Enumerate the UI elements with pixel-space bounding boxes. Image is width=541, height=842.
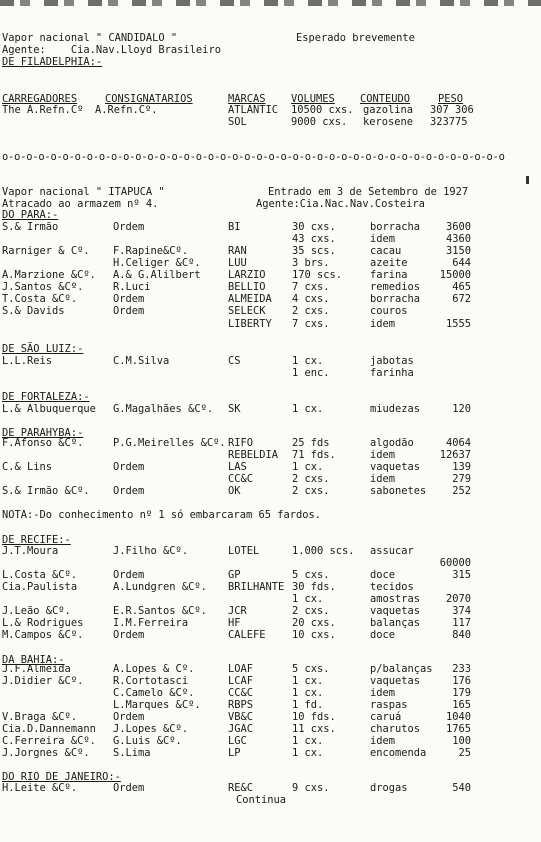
- table-cell: 9 cxs.: [292, 782, 330, 794]
- table-cell: CC&C: [228, 473, 254, 485]
- table-cell: 7 cxs.: [292, 281, 330, 293]
- table-cell: 672: [452, 293, 471, 305]
- expected-note: Esperado brevemente: [296, 32, 415, 44]
- table-cell: 179: [452, 687, 471, 699]
- table-cell: 11 cxs.: [292, 723, 336, 735]
- table-cell: 60000: [439, 557, 471, 569]
- table-cell: V.Braga &Cº.: [2, 711, 78, 723]
- column-header: CARREGADORES: [2, 93, 78, 105]
- table-cell: 1 cx.: [292, 593, 324, 605]
- table-cell: REBELDIA: [228, 449, 279, 461]
- table-cell: 25 fds: [292, 437, 330, 449]
- table-cell: SK: [228, 403, 241, 415]
- table-cell: 5 cxs.: [292, 569, 330, 581]
- table-cell: 252: [452, 485, 471, 497]
- table-cell: 1040: [445, 711, 471, 723]
- table-cell: JCR: [228, 605, 247, 617]
- table-cell: R.Cortotasci: [113, 675, 189, 687]
- table-cell: 120: [452, 403, 471, 415]
- section-heading: DO PARA:-: [2, 209, 59, 221]
- ship-title: Vapor nacional " CANDIDALO ": [2, 32, 178, 44]
- table-cell: vaquetas: [370, 461, 421, 473]
- dock-line: Atracado ao armazem nº 4.: [2, 198, 159, 210]
- table-cell: ATLANTIC: [228, 104, 279, 116]
- table-cell: 7 cxs.: [292, 318, 330, 330]
- table-cell: Ordem: [113, 711, 145, 723]
- table-cell: RE&C: [228, 782, 254, 794]
- table-cell: 2 cxs.: [292, 605, 330, 617]
- column-header: CONSIGNATARIOS: [105, 93, 193, 105]
- table-cell: idem: [370, 233, 396, 245]
- table-cell: ALMEIDA: [228, 293, 272, 305]
- table-cell: doce: [370, 629, 396, 641]
- table-cell: Cia.D.Dannemann: [2, 723, 96, 735]
- table-cell: 117: [452, 617, 471, 629]
- table-cell: 1 cx.: [292, 735, 324, 747]
- table-cell: S.& Irmão: [2, 221, 59, 233]
- table-cell: 170 scs.: [292, 269, 343, 281]
- table-cell: azeite: [370, 257, 408, 269]
- table-cell: 3 brs.: [292, 257, 330, 269]
- table-cell: LIBERTY: [228, 318, 272, 330]
- note-line: NOTA:-Do conhecimento nº 1 só embarcaram 65 fardos.: [2, 509, 322, 521]
- table-cell: LP: [228, 747, 241, 759]
- table-cell: 35 scs.: [292, 245, 336, 257]
- table-cell: 100: [452, 735, 471, 747]
- table-cell: amostras: [370, 593, 421, 605]
- table-cell: vaquetas: [370, 675, 421, 687]
- table-cell: Ordem: [113, 629, 145, 641]
- table-cell: 1 cx.: [292, 355, 324, 367]
- table-cell: J.Didier &Cº.: [2, 675, 84, 687]
- table-cell: 4 cxs.: [292, 293, 330, 305]
- agent-line: Agente:Cia.Nac.Nav.Costeira: [256, 198, 425, 210]
- table-cell: 10500 cxs.: [291, 104, 354, 116]
- table-cell: 1 cx.: [292, 747, 324, 759]
- table-cell: H.Leite &Cº.: [2, 782, 78, 794]
- table-cell: 315: [452, 569, 471, 581]
- table-cell: 540: [452, 782, 471, 794]
- table-cell: 2 cxs.: [292, 305, 330, 317]
- table-cell: couros: [370, 305, 408, 317]
- section-heading: DE FILADELPHIA:-: [2, 56, 103, 68]
- table-cell: H.Celiger &Cº.: [113, 257, 201, 269]
- table-cell: CALEFE: [228, 629, 266, 641]
- agent-line: Agente: Cia.Nav.Lloyd Brasileiro: [2, 44, 221, 56]
- separator-line: o-o-o-o-o-o-o-o-o-o-o-o-o-o-o-o-o-o-o-o-o-o-o-o-o-o-o-o-o-o-o-o-o-o-o-o-o-o-o-o-o-o: [2, 151, 505, 163]
- table-cell: 25: [458, 747, 471, 759]
- table-cell: 644: [452, 257, 471, 269]
- section-heading: DE SÃO LUIZ:-: [2, 343, 84, 355]
- table-cell: 1 enc.: [292, 367, 330, 379]
- table-cell: S.& Irmão &Cº.: [2, 485, 90, 497]
- table-cell: J.T.Moura: [2, 545, 59, 557]
- table-cell: JGAC: [228, 723, 254, 735]
- entry-date: Entrado em 3 de Setembro de 1927: [268, 186, 469, 198]
- table-cell: 176: [452, 675, 471, 687]
- table-cell: LCAF: [228, 675, 254, 687]
- scan-edge: [0, 0, 541, 6]
- table-cell: 1.000 scs.: [292, 545, 355, 557]
- table-cell: 12637: [439, 449, 471, 461]
- table-cell: 4360: [445, 233, 471, 245]
- section-heading: DE PARAHYBA:-: [2, 427, 84, 439]
- table-cell: F.Afonso &Cº.: [2, 437, 84, 449]
- table-cell: CC&C: [228, 687, 254, 699]
- table-cell: 465: [452, 281, 471, 293]
- table-cell: miudezas: [370, 403, 421, 415]
- table-cell: 279: [452, 473, 471, 485]
- table-cell: 165: [452, 699, 471, 711]
- table-cell: R.Luci: [113, 281, 151, 293]
- table-cell: RBPS: [228, 699, 254, 711]
- table-cell: 10 fds.: [292, 711, 336, 723]
- column-header: MARCAS: [228, 93, 266, 105]
- column-header: CONTEUDO: [360, 93, 411, 105]
- table-cell: Ordem: [113, 461, 145, 473]
- table-cell: A.Marzione &Cº.: [2, 269, 96, 281]
- table-cell: doce: [370, 569, 396, 581]
- table-cell: 43 cxs.: [292, 233, 336, 245]
- table-cell: borracha: [370, 221, 421, 233]
- table-cell: L.L.Reis: [2, 355, 53, 367]
- table-cell: E.R.Santos &Cº.: [113, 605, 207, 617]
- table-cell: A.Lundgren &Cº.: [113, 581, 207, 593]
- table-cell: A.Refn.Cº.: [95, 104, 158, 116]
- table-cell: caruá: [370, 711, 402, 723]
- table-cell: VB&C: [228, 711, 254, 723]
- table-cell: J.Leão &Cº.: [2, 605, 71, 617]
- table-cell: 30 fds.: [292, 581, 336, 593]
- table-cell: farina: [370, 269, 408, 281]
- table-cell: p/balanças: [370, 663, 433, 675]
- table-cell: 2 cxs.: [292, 473, 330, 485]
- table-cell: idem: [370, 318, 396, 330]
- table-cell: I.M.Ferreira: [113, 617, 189, 629]
- table-cell: 840: [452, 629, 471, 641]
- table-cell: Ordem: [113, 782, 145, 794]
- table-cell: 233: [452, 663, 471, 675]
- table-cell: BI: [228, 221, 241, 233]
- table-cell: S.& Davids: [2, 305, 65, 317]
- table-cell: 3150: [445, 245, 471, 257]
- table-cell: G.Luis &Cº.: [113, 735, 182, 747]
- column-header: PESO: [438, 93, 464, 105]
- table-cell: LGC: [228, 735, 247, 747]
- table-cell: remedios: [370, 281, 421, 293]
- table-cell: C.Camelo &Cº.: [113, 687, 195, 699]
- table-cell: gazolina: [363, 104, 414, 116]
- table-cell: HF: [228, 617, 241, 629]
- table-cell: balanças: [370, 617, 421, 629]
- table-cell: 4064: [445, 437, 471, 449]
- table-cell: 2070: [445, 593, 471, 605]
- table-cell: CS: [228, 355, 241, 367]
- table-cell: 30 cxs.: [292, 221, 336, 233]
- table-cell: 1 cx.: [292, 403, 324, 415]
- table-cell: SELECK: [228, 305, 266, 317]
- scan-mark: [526, 176, 529, 184]
- table-cell: P.G.Meirelles &Cº.: [113, 437, 226, 449]
- table-cell: 374: [452, 605, 471, 617]
- table-cell: J.Filho &Cº.: [113, 545, 189, 557]
- table-cell: LAS: [228, 461, 247, 473]
- table-cell: C.Ferreira &Cº.: [2, 735, 96, 747]
- table-cell: raspas: [370, 699, 408, 711]
- table-cell: charutos: [370, 723, 421, 735]
- table-cell: LOAF: [228, 663, 254, 675]
- table-cell: cacau: [370, 245, 402, 257]
- table-cell: drogas: [370, 782, 408, 794]
- table-cell: J.Lopes &Cº.: [113, 723, 189, 735]
- table-cell: LARZIO: [228, 269, 266, 281]
- table-cell: L.& Rodrigues: [2, 617, 84, 629]
- table-cell: assucar: [370, 545, 414, 557]
- table-cell: 3600: [445, 221, 471, 233]
- table-cell: LUU: [228, 257, 247, 269]
- table-cell: C.& Lins: [2, 461, 53, 473]
- table-cell: The A.Refn.Cº: [2, 104, 84, 116]
- ship-title: Vapor nacional " ITAPUCA ": [2, 186, 165, 198]
- table-cell: OK: [228, 485, 241, 497]
- table-cell: L.Costa &Cº.: [2, 569, 78, 581]
- table-cell: farinha: [370, 367, 414, 379]
- table-cell: GP: [228, 569, 241, 581]
- table-cell: F.Rapine&Cº.: [113, 245, 189, 257]
- table-cell: L.Marques &Cº.: [113, 699, 201, 711]
- table-cell: J.Jorgnes &Cº.: [2, 747, 90, 759]
- table-cell: 1 cx.: [292, 675, 324, 687]
- table-cell: M.Campos &Cº.: [2, 629, 84, 641]
- table-cell: Ordem: [113, 485, 145, 497]
- table-cell: jabotas: [370, 355, 414, 367]
- table-cell: 15000: [439, 269, 471, 281]
- table-cell: RIFO: [228, 437, 254, 449]
- table-cell: vaquetas: [370, 605, 421, 617]
- table-cell: Ordem: [113, 221, 145, 233]
- table-cell: kerosene: [363, 116, 414, 128]
- table-cell: 1 cx.: [292, 461, 324, 473]
- table-cell: sabonetes: [370, 485, 427, 497]
- table-cell: SOL: [228, 116, 247, 128]
- table-cell: A.Lopes & Cº.: [113, 663, 195, 675]
- table-cell: 20 cxs.: [292, 617, 336, 629]
- table-cell: borracha: [370, 293, 421, 305]
- table-cell: T.Costa &Cº.: [2, 293, 78, 305]
- table-cell: Ordem: [113, 293, 145, 305]
- table-cell: 1 fd.: [292, 699, 324, 711]
- section-heading: DE RECIFE:-: [2, 534, 71, 546]
- table-cell: Ordem: [113, 569, 145, 581]
- table-cell: Ordem: [113, 305, 145, 317]
- table-cell: LOTEL: [228, 545, 260, 557]
- table-cell: 71 fds.: [292, 449, 336, 461]
- table-cell: L.& Albuquerque: [2, 403, 96, 415]
- table-cell: BELLIO: [228, 281, 266, 293]
- table-cell: 1555: [445, 318, 471, 330]
- table-cell: 5 cxs.: [292, 663, 330, 675]
- column-header: VOLUMES: [291, 93, 335, 105]
- section-heading: DO RIO DE JANEIRO:-: [2, 771, 121, 783]
- table-cell: idem: [370, 473, 396, 485]
- table-cell: 307 306: [430, 104, 474, 116]
- table-cell: idem: [370, 449, 396, 461]
- table-cell: 1765: [445, 723, 471, 735]
- table-cell: Cia.Paulista: [2, 581, 78, 593]
- table-cell: algodão: [370, 437, 414, 449]
- table-cell: idem: [370, 687, 396, 699]
- table-cell: BRILHANTE: [228, 581, 285, 593]
- table-cell: 1 cx.: [292, 687, 324, 699]
- table-cell: 9000 cxs.: [291, 116, 348, 128]
- continued-label: Continua: [236, 794, 287, 806]
- table-cell: idem: [370, 735, 396, 747]
- table-cell: J.Santos &Cº.: [2, 281, 84, 293]
- table-cell: 10 cxs.: [292, 629, 336, 641]
- table-cell: 2 cxs.: [292, 485, 330, 497]
- table-cell: 323775: [430, 116, 468, 128]
- table-cell: J.F.Almeida: [2, 663, 71, 675]
- section-heading: DA BAHIA:-: [2, 654, 65, 666]
- table-cell: 139: [452, 461, 471, 473]
- table-cell: S.Lima: [113, 747, 151, 759]
- table-cell: C.M.Silva: [113, 355, 170, 367]
- section-heading: DE FORTALEZA:-: [2, 391, 90, 403]
- table-cell: RAN: [228, 245, 247, 257]
- table-cell: A.& G.Alilbert: [113, 269, 201, 281]
- table-cell: G.Magalhães &Cº.: [113, 403, 214, 415]
- table-cell: encomenda: [370, 747, 427, 759]
- table-cell: Rarniger & Cº.: [2, 245, 90, 257]
- table-cell: tecidos: [370, 581, 414, 593]
